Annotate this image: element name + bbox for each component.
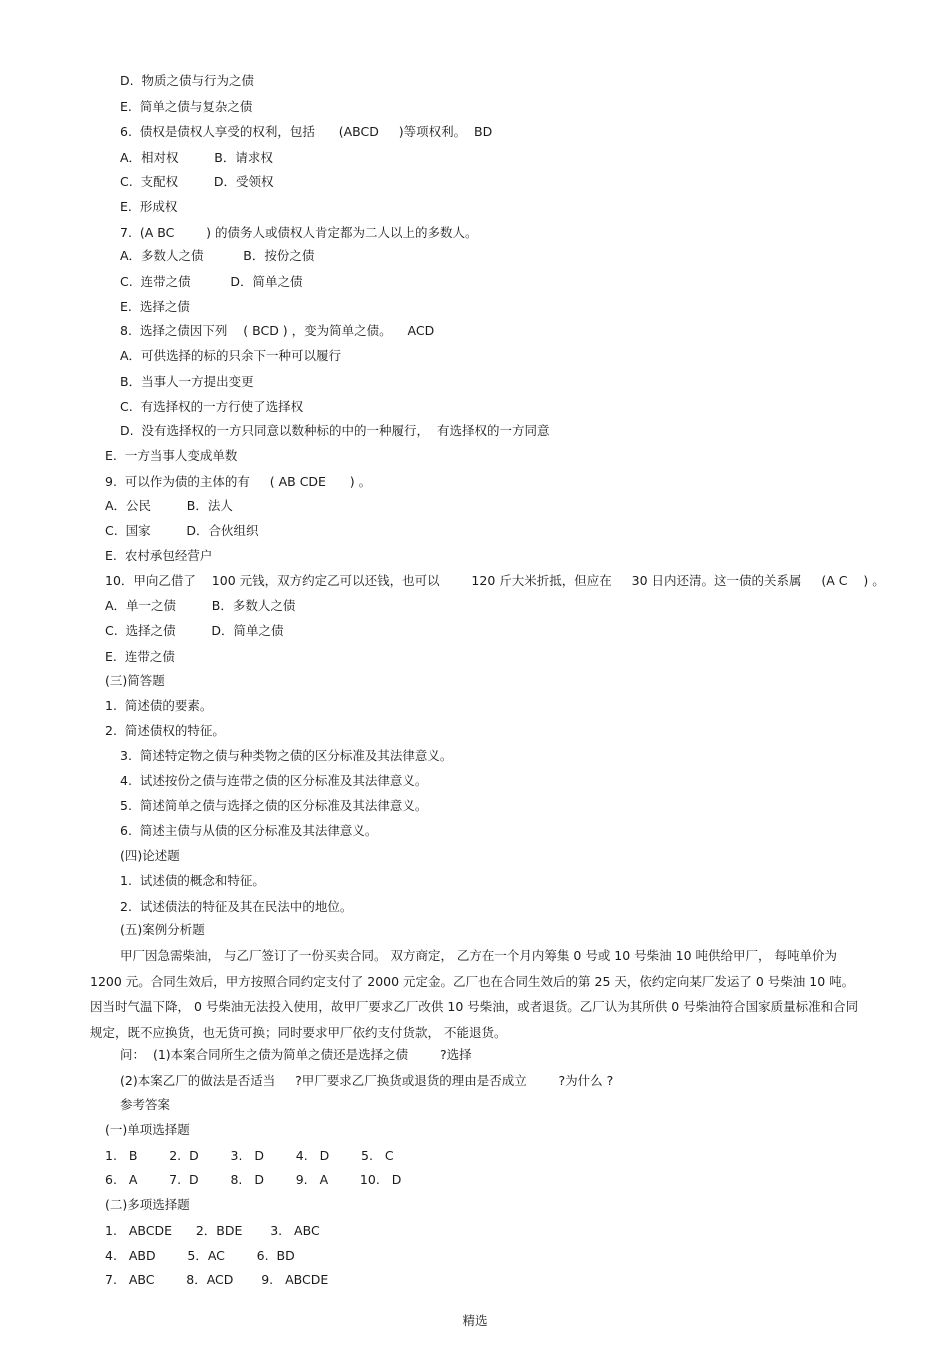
text-line: 6. 债权是债权人享受的权利，包括 (ABCD )等项权利。 BD	[120, 124, 493, 139]
page-footer: 精选	[462, 1313, 488, 1328]
answer-row: 1. ABCDE 2．BDE 3. ABC	[105, 1223, 320, 1238]
text-line: E. 形成权	[120, 199, 178, 214]
text-line: D. 没有选择权的一方只同意以数种标的中的一种履行， 有选择权的一方同意	[120, 423, 550, 438]
text-line: 问： (1)本案合同所生之债为简单之债还是选择之债 ?选择	[120, 1047, 472, 1062]
answer-row: 1. B 2. D 3. D 4. D 5. C	[105, 1148, 394, 1163]
answer-row: 4. ABD 5．AC 6. BD	[105, 1248, 295, 1263]
text-line: E. 连带之债	[105, 649, 175, 664]
text-line: E. 简单之债与复杂之债	[120, 99, 253, 114]
text-line: 2. 简述债权的特征。	[105, 723, 225, 738]
section-heading: (一)单项选择题	[105, 1122, 190, 1137]
text-line: C. 有选择权的一方行使了选择权	[120, 399, 304, 414]
text-line: 10．甲向乙借了 100 元钱，双方约定乙可以还钱，也可以 120 斤大米折抵，但应在 30 日内还清。这一债的关系属 (A C ) 。	[105, 573, 885, 588]
text-line: C. 选择之债 D．简单之债	[105, 623, 284, 638]
text-line: 9. 可以作为债的主体的有 ( AB CDE ) 。	[105, 474, 372, 489]
section-heading: (四)论述题	[120, 848, 180, 863]
text-line: D. 物质之债与行为之债	[120, 73, 255, 88]
text-line: (2)本案乙厂的做法是否适当 ?甲厂要求乙厂换货或退货的理由是否成立 ?为什么 ?	[120, 1073, 614, 1088]
text-line: C. 支配权 D．受领权	[120, 174, 274, 189]
text-line: A．多数人之债 B．按份之债	[120, 248, 315, 263]
text-line: A．单一之债 B．多数人之债	[105, 598, 296, 613]
section-heading: 参考答案	[120, 1097, 171, 1112]
text-line: A．可供选择的标的只余下一种可以履行	[120, 348, 342, 363]
text-line: 1. 试述债的概念和特征。	[120, 873, 265, 888]
text-line: A．相对权 B．请求权	[120, 150, 273, 165]
section-heading: (二)多项选择题	[105, 1197, 190, 1212]
text-line: 7. (A BC ) 的债务人或债权人肯定都为二人以上的多数人。	[120, 225, 478, 240]
text-line: E. 农村承包经营户	[105, 548, 213, 563]
text-line: 1. 简述债的要素。	[105, 698, 213, 713]
text-line: A．公民 B．法人	[105, 498, 233, 513]
text-line: 5. 简述简单之债与选择之债的区分标准及其法律意义。	[120, 798, 428, 813]
text-line: 2. 试述债法的特征及其在民法中的地位。	[120, 899, 353, 914]
text-line: C. 国家 D．合伙组织	[105, 523, 259, 538]
case-paragraph: 甲厂因急需柴油， 与乙厂签订了一份买卖合同。 双方商定， 乙方在一个月内筹集 0 号或 10 号柴油 10 吨供给甲厂， 每吨单价为 1200 元。合同生效后，甲方按照合同约定支付了 2000 元定金。乙厂也在合同生效后的第 25 天，依约定向某厂发运了 0 号柴油 10 吨。因当时气温下降， 0 号柴油无法投入使用，故甲厂要求乙厂改供 10 号柴油，或者退货。乙厂认为其所供 0 号柴油符合国家质量标准和合同规定，既不应换货，也无货可换；同时要求甲厂依约支付货款， 不能退货。	[90, 948, 859, 1040]
text-line: 6. 简述主债与从债的区分标准及其法律意义。	[120, 823, 378, 838]
answer-row: 6. A 7. D 8. D 9. A 10. D	[105, 1172, 402, 1187]
section-heading: (三)简答题	[105, 673, 165, 688]
answer-row: 7. ABC 8．ACD 9. ABCDE	[105, 1272, 329, 1287]
text-line: B．当事人一方提出变更	[120, 374, 254, 389]
text-line: 8. 选择之债因下列 ( BCD ) ，变为简单之债。 ACD	[120, 323, 435, 338]
text-line: E. 选择之债	[120, 299, 190, 314]
text-line: 4. 试述按份之债与连带之债的区分标准及其法律意义。	[120, 773, 428, 788]
section-heading: (五)案例分析题	[120, 922, 205, 937]
text-line: C. 连带之债 D．简单之债	[120, 274, 303, 289]
text-line: 3. 简述特定物之债与种类物之债的区分标准及其法律意义。	[120, 748, 453, 763]
text-line: E. 一方当事人变成单数	[105, 448, 238, 463]
